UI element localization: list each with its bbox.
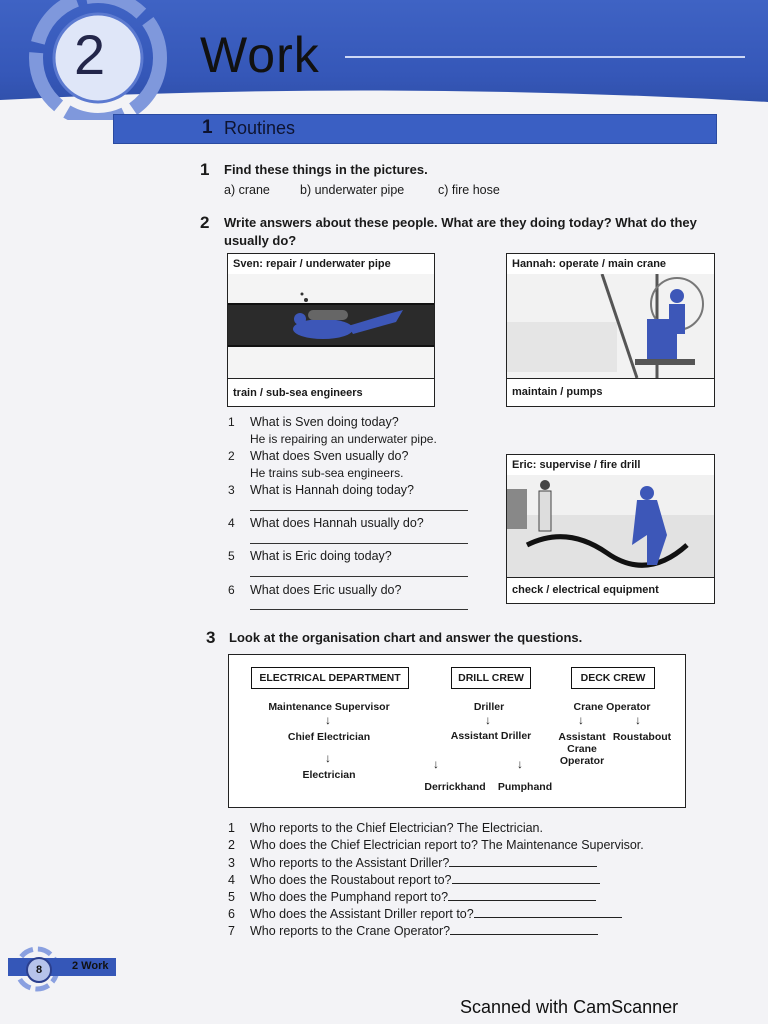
diver-illustration [228,274,434,378]
question-number: 2 [228,449,235,463]
answer-line[interactable] [474,906,622,918]
hannah-picture-caption: Hannah: operate / main crane [512,258,667,270]
hannah-picture-box [506,253,715,407]
question-text: Who reports to the Assistant Driller? [250,856,450,870]
org-role: Crane [567,743,597,755]
exercise-2-number: 2 [200,213,210,232]
question-text: What is Eric doing today? [250,549,392,563]
org-role: Pumphand [497,781,553,793]
question-number: 1 [228,415,235,429]
arrow-down-icon: ↓ [578,713,584,727]
hannah-picture-bottom-caption: maintain / pumps [512,386,603,398]
eric-picture-bottom-caption: check / electrical equipment [512,584,659,596]
page-number: 8 [26,957,52,983]
question-text: Who reports to the Chief Electrician? [250,821,454,835]
exercise-3-instruction: Look at the organisation chart and answer the questions. [229,630,583,645]
org-role: Crane Operator [573,701,651,713]
question-number: 2 [228,838,235,852]
title-divider [345,56,745,58]
question-number: 4 [228,873,235,887]
question-number: 6 [228,907,235,921]
footer-chapter-label: 2 Work [72,960,109,972]
section-title: Routines [224,118,296,138]
question-row [228,889,596,904]
question-text: What is Sven doing today? [250,415,399,429]
exercise-1-item: a) crane [224,183,270,197]
org-role: Operator [559,755,605,767]
org-role: Assistant [558,731,606,743]
chapter-number: 2 [74,23,106,86]
sven-picture-caption: Sven: repair / underwater pipe [233,258,391,270]
question-number: 6 [228,583,235,597]
sven-picture-bottom-caption: train / sub-sea engineers [233,387,363,399]
arrow-down-icon: ↓ [485,713,491,727]
fire-drill-illustration [507,475,714,577]
sven-picture-box [227,253,435,407]
exercise-3-number: 3 [206,628,216,647]
exercise-1-instruction: Find these things in the pictures. [224,162,428,177]
org-role: Roustabout [612,731,672,743]
question-number: 5 [228,890,235,904]
answer-text: He is repairing an underwater pipe. [250,432,437,446]
arrow-down-icon: ↓ [517,757,523,771]
question-number: 1 [228,821,235,835]
answer-text: The Maintenance Supervisor. [481,838,644,852]
department-heading: ELECTRICAL DEPARTMENT [251,667,409,689]
department-heading: DRILL CREW [451,667,531,689]
exercise-2-instruction-cont: usually do? [224,233,297,248]
eric-picture-box [506,454,715,604]
question-number: 5 [228,549,235,563]
org-role: Chief Electrician [287,731,371,743]
question-text: What is Hannah doing today? [250,483,414,497]
org-role: Electrician [302,769,356,781]
exercise-1-number: 1 [200,160,210,179]
question-number: 4 [228,516,235,530]
section-number: 1 [202,117,213,138]
org-role: Maintenance Supervisor [268,701,390,713]
question-text: Who reports to the Crane Operator? [250,924,451,938]
page-title: Work [200,27,320,83]
question-row [228,855,597,870]
question-text: Who does the Assistant Driller report to? [250,907,474,921]
arrow-down-icon: ↓ [635,713,641,727]
crane-cab-illustration [507,274,714,378]
question-row [228,906,622,921]
exercise-1-item: c) fire hose [438,183,500,197]
exercise-2-instruction: Write answers about these people. What are they doing today? What do they [224,215,697,230]
exercise-1-item: b) underwater pipe [300,183,405,197]
question-row [228,821,543,835]
question-text: Who does the Chief Electrician report to? [250,838,478,852]
question-text: Who does the Roustabout report to? [250,873,452,887]
answer-line[interactable] [450,923,598,935]
question-number: 3 [228,856,235,870]
arrow-down-icon: ↓ [433,757,439,771]
answer-line[interactable] [250,510,468,511]
answer-line[interactable] [250,576,468,577]
question-row [228,838,644,852]
question-number: 7 [228,924,235,938]
question-text: What does Sven usually do? [250,449,409,463]
org-role: Assistant Driller [450,730,532,742]
question-text: What does Hannah usually do? [250,516,424,530]
question-row [228,872,600,887]
eric-picture-caption: Eric: supervise / fire drill [512,459,641,471]
question-row [228,923,598,938]
question-number: 3 [228,483,235,497]
answer-line[interactable] [449,855,597,867]
section-heading-bar [113,114,717,144]
scanner-watermark: Scanned with CamScanner [460,997,679,1017]
question-text: Who does the Pumphand report to? [250,890,449,904]
answer-text: The Electrician. [456,821,543,835]
org-role: Derrickhand [424,781,486,793]
question-text: What does Eric usually do? [250,583,402,597]
answer-line[interactable] [452,872,600,884]
arrow-down-icon: ↓ [325,713,331,727]
answer-line[interactable] [448,889,596,901]
answer-line[interactable] [250,543,468,544]
department-heading: DECK CREW [571,667,655,689]
org-role: Driller [473,701,505,713]
answer-line[interactable] [250,609,468,610]
organisation-chart [228,654,686,808]
answer-text: He trains sub-sea engineers. [250,466,404,480]
arrow-down-icon: ↓ [325,751,331,765]
